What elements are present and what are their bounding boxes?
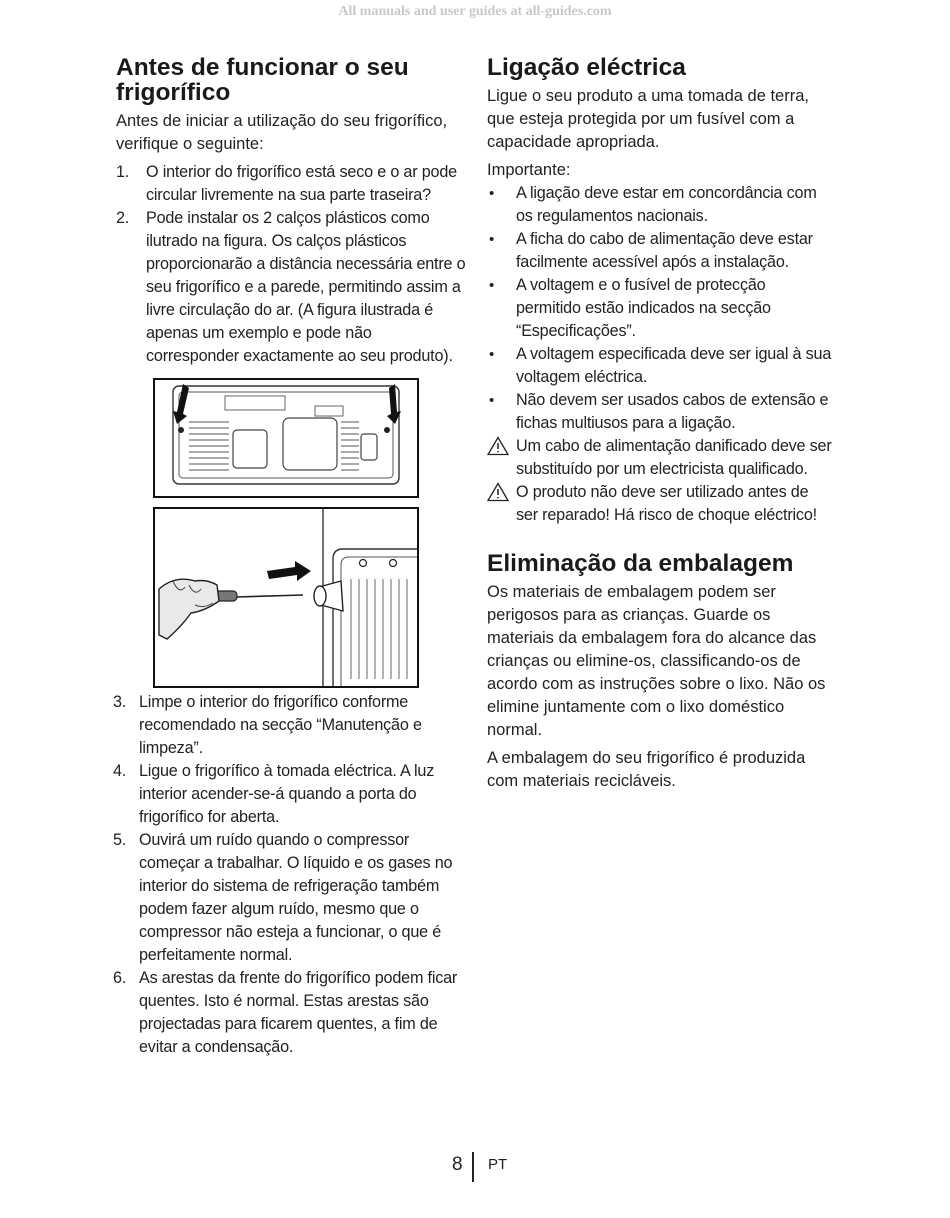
fridge-back-illustration [155, 380, 417, 496]
steps-list-b [113, 691, 468, 1059]
step-number: 6. [113, 969, 127, 987]
page-number: 8 [452, 1154, 463, 1175]
warning-triangle-icon [487, 436, 509, 456]
bullet-item [487, 228, 832, 274]
step-number: 1. [116, 163, 130, 181]
electrical-intro: Ligue o seu produto a uma tomada de terra, que esteja protegida por um fusível com a capacidade apropriada. [487, 87, 809, 151]
step-number: 2. [116, 209, 130, 227]
step-text: Pode instalar os 2 calços plásticos como ilutrado na figura. Os calços plásticos proporcionarão a distância necessária entre o seu frigorífico e a parede, permitindo assim a livre circulação do ar. (A figura ilustrada é apenas um exemplo e pode não corresponder exactamente ao seu produto). [146, 209, 466, 365]
watermark: All manuals and user guides at all-guides.com [338, 4, 612, 19]
warning-item [487, 481, 832, 527]
bullet-text: O produto não deve ser utilizado antes de ser reparado! Há risco de choque eléctrico! [516, 483, 817, 524]
bullet-text: A ficha do cabo de alimentação deve estar facilmente acessível após a instalação. [516, 230, 813, 271]
section-title-packaging: Eliminação da embalagem [487, 550, 794, 577]
step-number: 4. [113, 762, 127, 780]
step-item [113, 760, 468, 829]
step-item [113, 967, 468, 1059]
bullet-text: A voltagem especificada deve ser igual à sua voltagem eléctrica. [516, 345, 832, 386]
bullet-item [487, 389, 832, 435]
installation-figure [153, 378, 419, 688]
step-item [116, 207, 468, 368]
intro-text: Antes de iniciar a utilização do seu frigorífico, verifique o seguinte: [116, 112, 448, 153]
figure-fridge-back [153, 378, 419, 498]
step-text: As arestas da frente do frigorífico podem ficar quentes. Isto é normal. Estas arestas são projectadas para ficarem quentes, a fim de evitar a condensação. [139, 969, 458, 1056]
important-label: Importante: [487, 161, 571, 179]
bullet-dot: • [489, 277, 495, 294]
bullet-dot: • [489, 392, 495, 409]
step-text: O interior do frigorífico está seco e o ar pode circular livremente na sua parte traseira? [146, 163, 457, 204]
figure-spacer-install [153, 507, 419, 688]
section-title-electrical: Ligação eléctrica [487, 54, 686, 81]
page-number-separator [472, 1152, 474, 1182]
packaging-paragraph-2: A embalagem do seu frigorífico é produzida com materiais recicláveis. [487, 749, 806, 790]
step-number: 3. [113, 693, 127, 711]
bullet-item [487, 182, 832, 228]
step-item [113, 829, 468, 967]
section-title-before-use: Antes de funcionar o seu frigorífico [116, 54, 409, 106]
warning-item [487, 435, 832, 481]
warning-triangle-icon [487, 482, 509, 502]
bullet-text: Um cabo de alimentação danificado deve ser substituído por um electricista qualificado. [516, 437, 832, 478]
step-item [113, 691, 468, 760]
spacer-install-illustration [155, 509, 417, 686]
step-number: 5. [113, 831, 127, 849]
step-text: Limpe o interior do frigorífico conforme recomendado na secção “Manutenção e limpeza”. [139, 693, 422, 757]
step-item [116, 161, 468, 207]
electrical-bullets [487, 182, 832, 527]
bullet-dot: • [489, 346, 495, 363]
language-code: PT [488, 1156, 508, 1173]
bullet-dot: • [489, 185, 495, 202]
right-column [487, 55, 832, 793]
packaging-paragraph-1: Os materiais de embalagem podem ser perigosos para as crianças. Guarde os materiais da embalagem fora do alcance das crianças ou elimine-os, classificando-os de acordo com as instruções sobre o lixo. Não os elimine juntamente com o lixo doméstico normal. [487, 583, 826, 739]
step-text: Ouvirá um ruído quando o compressor começar a trabalhar. O líquido e os gases no interior do sistema de refrigeração também podem fazer algum ruído, mesmo que o compressor não esteja a funcionar, o que é perfeitamente normal. [139, 831, 453, 964]
bullet-text: A ligação deve estar em concordância com os regulamentos nacionais. [516, 184, 817, 225]
bullet-dot: • [489, 231, 495, 248]
bullet-text: Não devem ser usados cabos de extensão e fichas multiusos para a ligação. [516, 391, 829, 432]
left-column [113, 54, 468, 1059]
bullet-text: A voltagem e o fusível de protecção permitido estão indicados na secção “Especificações”. [516, 276, 771, 340]
bullet-item [487, 274, 832, 343]
bullet-item [487, 343, 832, 389]
step-text: Ligue o frigorífico à tomada eléctrica. A luz interior acender-se-á quando a porta do frigorífico for aberta. [139, 762, 435, 826]
steps-list-a [116, 161, 468, 368]
